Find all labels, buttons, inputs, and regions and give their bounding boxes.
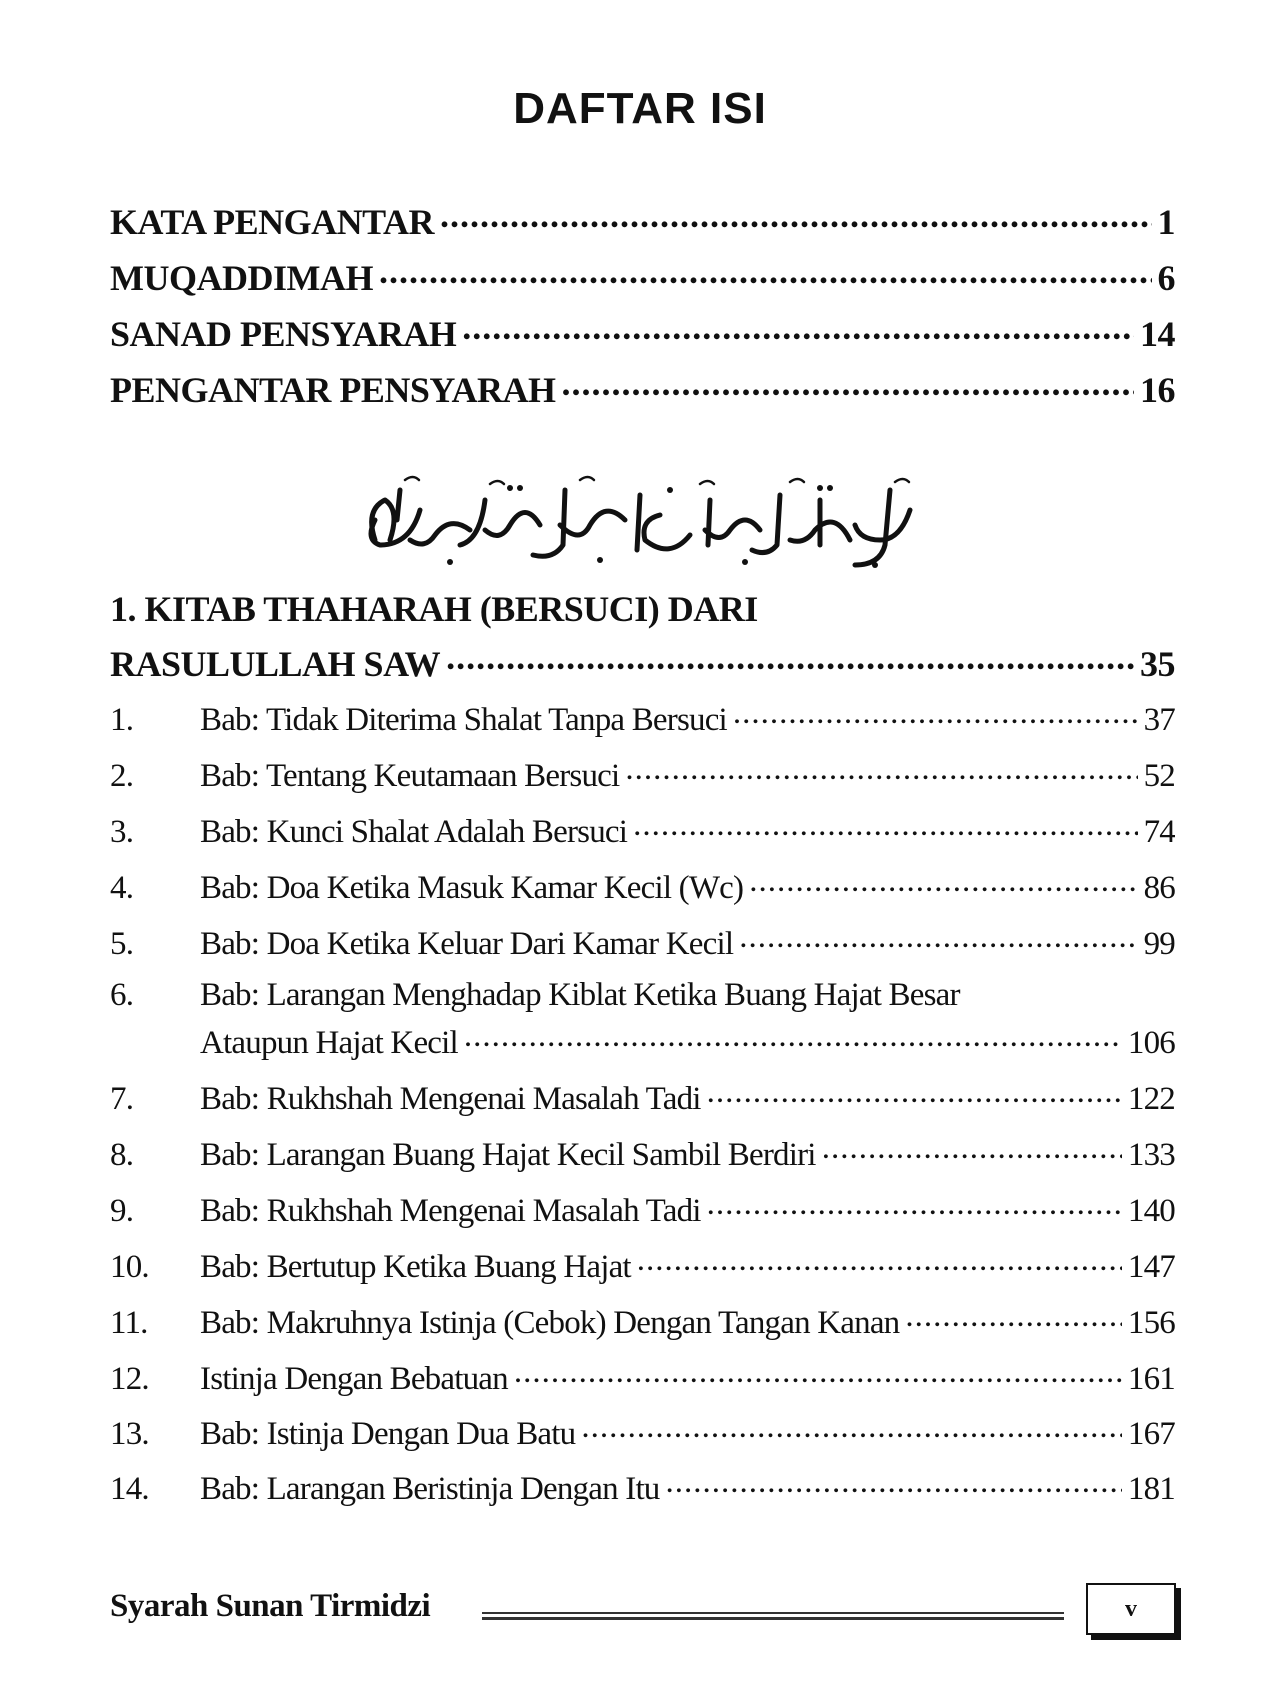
- dot-leader: [707, 1076, 1122, 1109]
- dot-leader: [464, 1020, 1122, 1053]
- dot-leader: [633, 809, 1137, 842]
- dot-leader: [637, 1244, 1122, 1277]
- toc-entry-8: [110, 1132, 1175, 1174]
- entry-label: Bab: Larangan Menghadap Kiblat Ketika Buang Hajat Besar: [200, 977, 960, 1013]
- toc-entry-14: [110, 1466, 1175, 1508]
- dot-leader: [749, 865, 1137, 898]
- entry-page-number: 86: [1143, 870, 1175, 906]
- entry-number: 3.: [110, 814, 134, 850]
- toc-label: RASULULLAH SAW: [110, 644, 441, 684]
- entry-label: Bab: Tentang Keutamaan Bersuci: [200, 758, 620, 794]
- entry-page-number: 99: [1143, 926, 1175, 962]
- dot-leader: [462, 310, 1134, 346]
- arabic-calligraphy-heading: [350, 470, 930, 580]
- toc-entry-2: [110, 753, 1175, 795]
- entry-label: Bab: Rukhshah Mengenai Masalah Tadi: [200, 1193, 701, 1229]
- chapter-heading-line1: 1. KITAB THAHARAH (BERSUCI) DARI: [110, 589, 758, 629]
- toc-page-number: 35: [1140, 644, 1175, 684]
- entry-number: 4.: [110, 870, 134, 906]
- dot-leader: [666, 1466, 1122, 1499]
- entry-label: Bab: Larangan Beristinja Dengan Itu: [200, 1471, 660, 1507]
- toc-label: KATA PENGANTAR: [110, 202, 435, 242]
- entry-label: Bab: Doa Ketika Keluar Dari Kamar Kecil: [200, 926, 734, 962]
- entry-number: 1.: [110, 702, 134, 738]
- dot-leader: [905, 1300, 1122, 1333]
- entry-label: Bab: Makruhnya Istinja (Cebok) Dengan Tangan Kanan: [200, 1305, 900, 1341]
- dot-leader: [379, 254, 1152, 290]
- entry-page-number: 140: [1127, 1193, 1175, 1229]
- entry-label: Bab: Kunci Shalat Adalah Bersuci: [200, 814, 628, 850]
- entry-page-number: 167: [1127, 1416, 1175, 1452]
- toc-page-number: 16: [1140, 370, 1175, 410]
- entry-page-number: 181: [1127, 1471, 1175, 1507]
- entry-number: 10.: [110, 1249, 149, 1285]
- entry-page-number: 37: [1143, 702, 1175, 738]
- entry-label: Bab: Tidak Diterima Shalat Tanpa Bersuci: [200, 702, 727, 738]
- entry-number: 12.: [110, 1361, 149, 1397]
- entry-page-number: 161: [1127, 1361, 1175, 1397]
- entry-label-continuation: Ataupun Hajat Kecil: [200, 1025, 458, 1061]
- entry-number: 9.: [110, 1193, 134, 1229]
- toc-entry-3: [110, 809, 1175, 851]
- entry-page-number: 122: [1127, 1081, 1175, 1117]
- entry-number: 6.: [110, 977, 134, 1013]
- toc-row-sanad-pensyarah: [110, 310, 1175, 355]
- entry-page-number: 133: [1127, 1137, 1175, 1173]
- entry-number: 2.: [110, 758, 134, 794]
- toc-entry-5: [110, 921, 1175, 963]
- entry-number: 13.: [110, 1416, 149, 1452]
- dot-leader: [739, 921, 1137, 954]
- entry-page-number: 74: [1143, 814, 1175, 850]
- toc-entry-4: [110, 865, 1175, 907]
- footer-book-title: Syarah Sunan Tirmidzi: [110, 1588, 431, 1624]
- dot-leader: [562, 366, 1134, 402]
- dot-leader: [440, 198, 1151, 234]
- dot-leader: [707, 1188, 1122, 1221]
- footer-page-number: v: [1125, 1595, 1137, 1622]
- toc-row-pengantar-pensyarah: [110, 366, 1175, 411]
- entry-page-number: 106: [1127, 1025, 1175, 1061]
- toc-entry-12: [110, 1356, 1175, 1398]
- entry-page-number: 147: [1127, 1249, 1175, 1285]
- toc-page-number: 1: [1157, 202, 1175, 242]
- footer-page-number-box: [1086, 1583, 1176, 1635]
- toc-entry-6: [110, 1020, 1175, 1062]
- footer-rule: [482, 1612, 1064, 1620]
- toc-row-kata-pengantar: [110, 198, 1175, 243]
- entry-number: 5.: [110, 926, 134, 962]
- toc-entry-7: [110, 1076, 1175, 1118]
- dot-leader: [581, 1411, 1122, 1444]
- dot-leader: [733, 697, 1138, 730]
- entry-page-number: 52: [1143, 758, 1175, 794]
- entry-number: 7.: [110, 1081, 134, 1117]
- page-title: DAFTAR ISI: [513, 84, 767, 133]
- dot-leader: [625, 753, 1137, 786]
- dot-leader: [446, 640, 1134, 676]
- toc-entry-6-line1: [110, 977, 960, 1014]
- toc-entry-11: [110, 1300, 1175, 1342]
- entry-number: 11.: [110, 1305, 148, 1341]
- toc-entry-13: [110, 1411, 1175, 1453]
- entry-label: Bab: Doa Ketika Masuk Kamar Kecil (Wc): [200, 870, 744, 906]
- entry-label: Bab: Bertutup Ketika Buang Hajat: [200, 1249, 631, 1285]
- toc-row-muqaddimah: [110, 254, 1175, 299]
- toc-row-chapter-1: [110, 640, 1175, 685]
- entry-page-number: 156: [1127, 1305, 1175, 1341]
- entry-number: 14.: [110, 1471, 149, 1507]
- toc-entry-10: [110, 1244, 1175, 1286]
- dot-leader: [514, 1356, 1122, 1389]
- dot-leader: [822, 1132, 1122, 1165]
- entry-label: Bab: Larangan Buang Hajat Kecil Sambil Berdiri: [200, 1137, 816, 1173]
- toc-page-number: 14: [1140, 314, 1175, 354]
- entry-label: Bab: Istinja Dengan Dua Batu: [200, 1416, 576, 1452]
- toc-label: MUQADDIMAH: [110, 258, 373, 298]
- toc-entry-1: [110, 697, 1175, 739]
- entry-label: Bab: Rukhshah Mengenai Masalah Tadi: [200, 1081, 701, 1117]
- entry-label: Istinja Dengan Bebatuan: [200, 1361, 508, 1397]
- entry-number: 8.: [110, 1137, 134, 1173]
- toc-page-number: 6: [1157, 258, 1175, 298]
- toc-label: SANAD PENSYARAH: [110, 314, 457, 354]
- toc-entry-9: [110, 1188, 1175, 1230]
- toc-label: PENGANTAR PENSYARAH: [110, 370, 556, 410]
